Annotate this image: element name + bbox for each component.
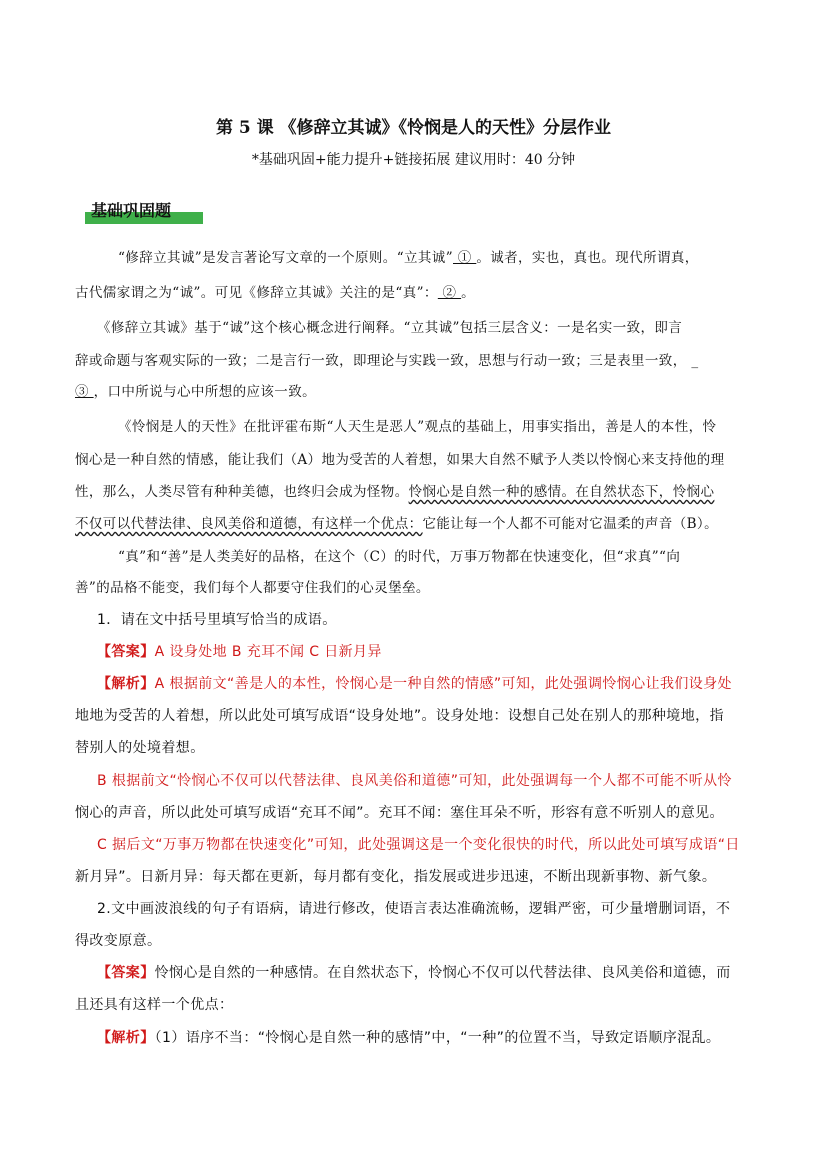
page-title: 第 5 课 《修辞立其诚》《怜悯是人的天性》分层作业 [215,118,612,138]
q1-analysis-c-line2: 新月异”。日新月异：每天都在更新，每月都有变化，指发展或进步迅速，不断出现新事物、新气象。 [75,869,717,885]
q1-analysis-b-line2: 悯心的声音，所以此处可填写成语“充耳不闻”。充耳不闻：塞住耳朵不听，形容有意不听别人的意见。 [75,805,724,821]
para3-line4: 不仅可以代替法律、良风美俗和道德，有这样一个优点：它能让每一个人都不可能对它温柔的声音（B）。 [75,516,718,532]
para1-line2: 古代儒家谓之为“诚”。可见《修辞立其诚》关注的是“真”： ② 。 [75,285,476,301]
q2-answer-line1: 【答案】怜悯心是自然的一种感情。在自然状态下，怜悯心不仅可以代替法律、良风美俗和道德，而 [97,965,731,981]
wavy-sentence-part1: 怜悯心是自然一种的感情。在自然状态下，怜悯心 [408,484,715,500]
q1-analysis-a-line2: 地地为受苦的人着想，所以此处可填写成语“设身处地”。设身处地：设想自己处在别人的那种境地，指 [75,708,724,724]
wavy-sentence-part2: 不仅可以代替法律、良风美俗和道德，有这样一个优点： [75,516,423,532]
para4-line2: 善”的品格不能变，我们每个人都要守住我们的心灵堡垒。 [75,580,430,596]
blank-3: ③ [75,384,94,400]
para2-line2: 辞或命题与客观实际的一致；二是言行一致，即理论与实践一致，思想与行动一致；三是表里一致， _ [75,353,699,369]
q1-analysis-a-line1: 【解析】A 根据前文“善是人的本性，怜悯心是一种自然的情感”可知，此处强调怜悯心让我们设身处 [97,676,732,692]
blank-2: ② [437,285,462,301]
q1-analysis-a-line3: 替别人的处境着想。 [75,740,205,756]
q2-analysis-line1: 【解析】（1）语序不当：“怜悯心是自然一种的感情”中，“一种”的位置不当，导致定语顺序混乱。 [97,1030,721,1046]
para2-line1: 《修辞立其诚》基于“诚”这个核心概念进行阐释。“立其诚”包括三层含义：一是名实一致，即言 [97,320,683,336]
para1-line1: “修辞立其诚”是发言著论写文章的一个原则。“立其诚” ① 。诚者，实也，真也。现代所谓真， [118,250,699,266]
para2-line3: ③ ，口中所说与心中所想的应该一致。 [75,384,316,400]
q2-answer-line2: 且还具有这样一个优点： [75,997,234,1013]
section-heading [85,198,171,224]
page-subtitle: *基础巩固+能力提升+链接拓展 建议用时：40 分钟 [251,152,576,168]
question-2-line2: 得改变原意。 [75,933,162,949]
question-2-line1: 2.文中画波浪线的句子有语病，请进行修改，使语言表达准确流畅，逻辑严密，可少量增删词语，不 [97,901,731,917]
para3-line1: 《怜悯是人的天性》在批评霍布斯“人天生是恶人”观点的基础上，用事实指出，善是人的本性，怜 [118,419,717,435]
para3-line2: 悯心是一种自然的情感，能让我们（A）地为受苦的人着想，如果大自然不赋予人类以怜悯心来支持他的理 [75,452,725,468]
q1-analysis-b-line1: B 根据前文“怜悯心不仅可以代替法律、良风美俗和道德”可知，此处强调每一个人都不可能不听从怜 [97,773,732,789]
section-label: 基础巩固题 [91,201,172,220]
q1-analysis-c-line1: C 据后文“万事万物都在快速变化”可知，此处强调这是一个变化很快的时代，所以此处可填写成语“日 [97,837,740,853]
para4-line1: “真”和“善”是人类美好的品格，在这个（C）的时代，万事万物都在快速变化，但“求真”“向 [118,549,681,565]
para3-line3: 性，那么，人类尽管有种种美德，也终归会成为怪物。怜悯心是自然一种的感情。在自然状态下，怜悯心 [75,484,715,500]
question-1: 1．请在文中括号里填写恰当的成语。 [97,612,337,628]
blank-1: ① [453,250,477,266]
q1-answer: 【答案】A 设身处地 B 充耳不闻 C 日新月异 [97,644,382,660]
